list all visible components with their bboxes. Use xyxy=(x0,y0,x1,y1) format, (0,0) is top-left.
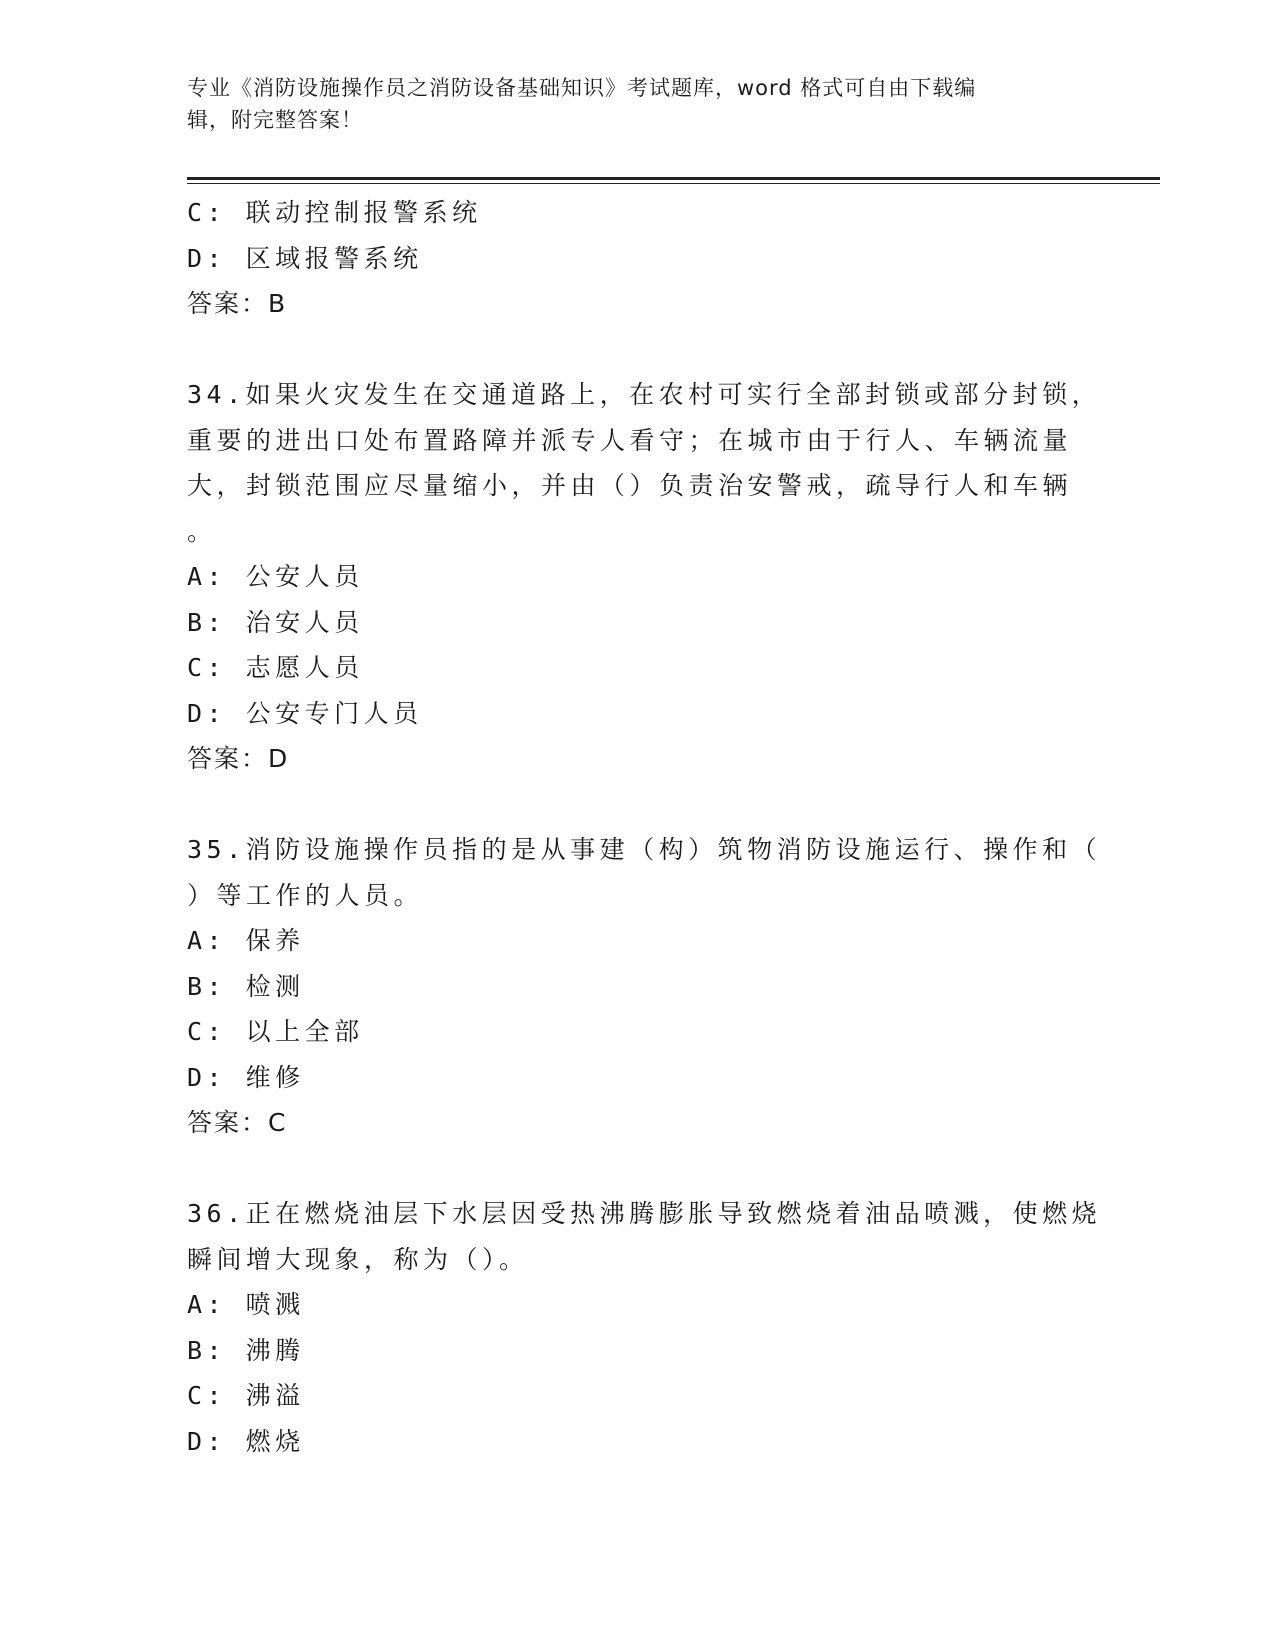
q34-text-line-2: 重要的进出口处布置路障并派专人看守；在城市由于行人、车辆流量 xyxy=(187,425,1073,455)
q35-option-d: D: 维修 xyxy=(187,1062,305,1092)
q35-answer: 答案：C xyxy=(187,1108,288,1137)
q34-answer: 答案：D xyxy=(187,744,290,773)
document-header xyxy=(187,72,1067,136)
q34-option-c: C: 志愿人员 xyxy=(187,653,364,682)
q36-option-c: C: 沸溢 xyxy=(187,1381,305,1410)
q35-option-b: B: 检测 xyxy=(187,971,305,1001)
q34-text-line-1: 34.如果火灾发生在交通道路上，在农村可实行全部封锁或部分封锁， xyxy=(187,380,1102,409)
header-line-2: 辑，附完整答案！ xyxy=(187,108,363,132)
q35-option-a: A: 保养 xyxy=(187,926,305,955)
header-rule-thick xyxy=(187,177,1160,180)
q34-option-d: D: 公安专门人员 xyxy=(187,698,423,728)
q36-text-line-2: 瞬间增大现象，称为（）。 xyxy=(187,1244,529,1274)
q36-option-d: D: 燃烧 xyxy=(187,1426,305,1456)
q34-text-line-3: 大，封锁范围应尽量缩小，并由（）负责治安警戒，疏导行人和车辆 xyxy=(187,471,1073,500)
q36-text-line-1: 36.正在燃烧油层下水层因受热沸腾膨胀导致燃烧着油品喷溅，使燃烧 xyxy=(187,1199,1102,1228)
q33-option-d: D: 区域报警系统 xyxy=(187,243,423,273)
question-content xyxy=(187,190,1102,1464)
header-line-1: 专业《消防设施操作员之消防设备基础知识》考试题库，word 格式可自由下载编 xyxy=(187,76,977,100)
q36-option-b: B: 沸腾 xyxy=(187,1335,305,1365)
q35-text-line-1: 35.消防设施操作员指的是从事建（构）筑物消防设施运行、操作和（ xyxy=(187,835,1102,864)
q33-option-c: C: 联动控制报警系统 xyxy=(187,198,482,227)
q33-answer: 答案：B xyxy=(187,289,288,318)
header-rule-thin xyxy=(187,183,1160,184)
spacer xyxy=(187,782,1087,828)
spacer xyxy=(187,1146,1087,1192)
q35-option-c: C: 以上全部 xyxy=(187,1017,364,1046)
q34-option-b: B: 治安人员 xyxy=(187,607,364,637)
spacer xyxy=(187,327,1087,373)
q36-option-a: A: 喷溅 xyxy=(187,1290,305,1319)
q34-text-line-4: 。 xyxy=(187,516,217,546)
q35-text-line-2: ）等工作的人员。 xyxy=(187,880,424,910)
q34-option-a: A: 公安人员 xyxy=(187,562,364,591)
